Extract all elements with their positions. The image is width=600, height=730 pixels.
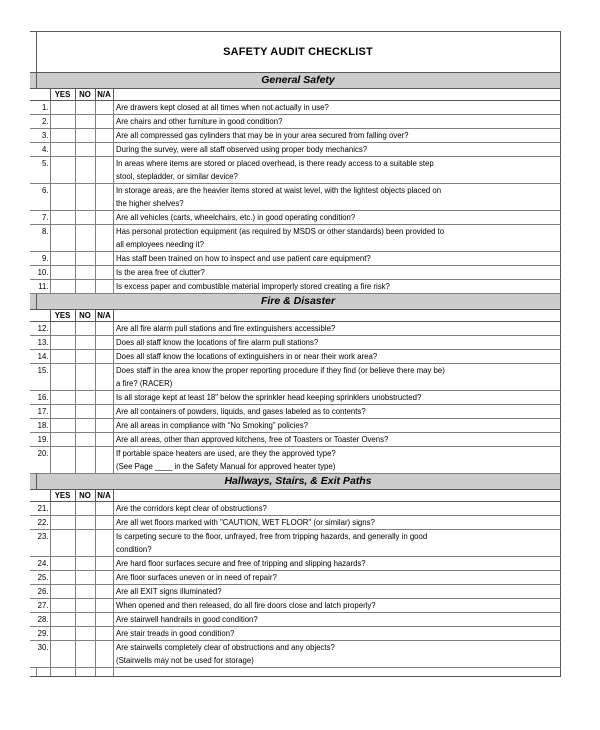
checkbox-cell-yes[interactable] <box>50 599 75 613</box>
checkbox-cell-na[interactable] <box>95 599 113 613</box>
column-header-no: NO <box>75 490 95 502</box>
item-question-line: If portable space heaters are used, are they the approved type? <box>116 449 336 458</box>
checkbox-cell-na[interactable] <box>95 613 113 627</box>
column-header-no: NO <box>75 89 95 101</box>
item-number-header <box>36 310 50 322</box>
checkbox-cell-yes[interactable] <box>50 322 75 336</box>
checkbox-cell-na[interactable] <box>95 405 113 419</box>
item-number: 22. <box>36 516 50 530</box>
checkbox-cell-yes[interactable] <box>50 143 75 157</box>
column-header-yes: YES <box>50 89 75 101</box>
checkbox-cell-yes[interactable] <box>50 405 75 419</box>
checkbox-cell-no[interactable] <box>75 405 95 419</box>
section-header-row <box>30 474 560 490</box>
item-number: 5. <box>36 157 50 184</box>
checkbox-cell-no[interactable] <box>75 571 95 585</box>
checkbox-cell-yes[interactable] <box>50 266 75 280</box>
checkbox-cell-na[interactable] <box>95 184 113 211</box>
checkbox-cell-no[interactable] <box>75 129 95 143</box>
table-row <box>30 252 560 266</box>
checkbox-cell-na[interactable] <box>95 350 113 364</box>
item-question <box>113 211 560 225</box>
item-question-line: Are all vehicles (carts, wheelchairs, etc.) in good operating condition? <box>116 213 356 222</box>
table-row <box>30 350 560 364</box>
checkbox-cell-yes[interactable] <box>50 184 75 211</box>
checkbox-cell-yes[interactable] <box>50 280 75 294</box>
section-header-row <box>30 294 560 310</box>
checkbox-cell-yes[interactable] <box>50 530 75 557</box>
checkbox-cell-na[interactable] <box>95 502 113 516</box>
item-number: 20. <box>36 447 50 474</box>
table-row <box>30 502 560 516</box>
item-question <box>113 336 560 350</box>
item-question <box>113 129 560 143</box>
table-row <box>30 557 560 571</box>
checkbox-cell-yes[interactable] <box>50 115 75 129</box>
item-question-line: Are all containers of powders, liquids, and gases labeled as to contents? <box>116 407 366 416</box>
item-number: 6. <box>36 184 50 211</box>
item-number-header <box>36 490 50 502</box>
checkbox-cell-na[interactable] <box>95 530 113 557</box>
checkbox-cell-no[interactable] <box>75 599 95 613</box>
checkbox-cell-yes[interactable] <box>50 129 75 143</box>
checkbox-cell-no[interactable] <box>75 447 95 474</box>
item-number: 13. <box>36 336 50 350</box>
item-question <box>113 280 560 294</box>
item-question-line: Are stairwells completely clear of obstructions and any objects? <box>116 643 335 652</box>
column-header-na: N/A <box>95 490 113 502</box>
checkbox-cell-yes[interactable] <box>50 350 75 364</box>
item-question-line: stool, stepladder, or similar device? <box>116 172 238 181</box>
checkbox-cell-yes[interactable] <box>50 627 75 641</box>
item-question-line: Are all EXIT signs illuminated? <box>116 587 222 596</box>
checkbox-cell-no[interactable] <box>75 613 95 627</box>
checkbox-cell-no[interactable] <box>75 641 95 668</box>
table-row <box>30 391 560 405</box>
checkbox-cell-yes[interactable] <box>50 433 75 447</box>
item-question <box>113 350 560 364</box>
item-question-line: Are hard floor surfaces secure and free of tripping and slipping hazards? <box>116 559 366 568</box>
item-number: 1. <box>36 101 50 115</box>
checkbox-cell-no[interactable] <box>75 336 95 350</box>
item-number: 29. <box>36 627 50 641</box>
checkbox-cell-yes[interactable] <box>50 225 75 252</box>
checkbox-cell-yes[interactable] <box>50 641 75 668</box>
table-row <box>30 585 560 599</box>
item-question <box>113 557 560 571</box>
item-question-line: Are the corridors kept clear of obstructions? <box>116 504 267 513</box>
checkbox-cell-no[interactable] <box>75 350 95 364</box>
column-header-yes: YES <box>50 310 75 322</box>
table-row <box>30 115 560 129</box>
checkbox-cell-no[interactable] <box>75 115 95 129</box>
table-row <box>30 419 560 433</box>
item-question-line: Are stairwell handrails in good condition? <box>116 615 258 624</box>
item-number: 15. <box>36 364 50 391</box>
item-number: 11. <box>36 280 50 294</box>
item-number: 2. <box>36 115 50 129</box>
item-question <box>113 585 560 599</box>
item-question <box>113 115 560 129</box>
tail-number-cell <box>36 668 50 677</box>
checkbox-cell-no[interactable] <box>75 252 95 266</box>
item-question <box>113 613 560 627</box>
item-question-line: Are all fire alarm pull stations and fire extinguishers accessible? <box>116 324 336 333</box>
checkbox-cell-no[interactable] <box>75 211 95 225</box>
section-heading: General Safety <box>36 73 560 89</box>
checkbox-cell-no[interactable] <box>75 157 95 184</box>
checkbox-cell-no[interactable] <box>75 585 95 599</box>
item-question-line: Has personal protection equipment (as required by MSDS or other standards) been provided to <box>116 227 445 236</box>
item-question <box>113 184 560 211</box>
table-row <box>30 266 560 280</box>
item-question <box>113 391 560 405</box>
checkbox-cell-yes[interactable] <box>50 571 75 585</box>
item-question <box>113 447 560 474</box>
checkbox-cell-no[interactable] <box>75 433 95 447</box>
table-row <box>30 101 560 115</box>
checkbox-cell-yes[interactable] <box>50 364 75 391</box>
checkbox-cell-no[interactable] <box>75 225 95 252</box>
checkbox-cell-no[interactable] <box>75 184 95 211</box>
checkbox-cell-na[interactable] <box>95 571 113 585</box>
tail-question-cell <box>113 668 560 677</box>
item-number: 19. <box>36 433 50 447</box>
checkbox-cell-no[interactable] <box>75 143 95 157</box>
item-question-line: In areas where items are stored or placed overhead, is there ready access to a suitable step <box>116 159 434 168</box>
yes-no-na-header-row <box>30 89 560 101</box>
checkbox-cell-na[interactable] <box>95 143 113 157</box>
checkbox-cell-na[interactable] <box>95 280 113 294</box>
item-question <box>113 101 560 115</box>
item-question <box>113 502 560 516</box>
yes-no-na-header-row <box>30 310 560 322</box>
checkbox-cell-na[interactable] <box>95 433 113 447</box>
checkbox-cell-yes[interactable] <box>50 157 75 184</box>
table-row <box>30 433 560 447</box>
item-question-line: Has staff been trained on how to inspect and use patient care equipment? <box>116 254 371 263</box>
item-number: 4. <box>36 143 50 157</box>
checkbox-cell-yes[interactable] <box>50 391 75 405</box>
table-row <box>30 447 560 474</box>
table-row <box>30 280 560 294</box>
item-question <box>113 405 560 419</box>
item-question <box>113 641 560 668</box>
item-number: 14. <box>36 350 50 364</box>
item-number: 23. <box>36 530 50 557</box>
safety-audit-checklist-sheet <box>30 31 560 677</box>
table-row <box>30 322 560 336</box>
checkbox-cell-na[interactable] <box>95 641 113 668</box>
checkbox-cell-na[interactable] <box>95 129 113 143</box>
item-question-line: Does all staff know the locations of fire alarm pull stations? <box>116 338 319 347</box>
checkbox-cell-na[interactable] <box>95 252 113 266</box>
tail-no-cell <box>75 668 95 677</box>
item-question <box>113 364 560 391</box>
table-row <box>30 627 560 641</box>
table-row <box>30 530 560 557</box>
table-row <box>30 641 560 668</box>
item-number: 9. <box>36 252 50 266</box>
item-question-line: (Stairwells may not be used for storage) <box>116 656 254 665</box>
table-row <box>30 405 560 419</box>
checkbox-cell-no[interactable] <box>75 364 95 391</box>
table-row <box>30 143 560 157</box>
checkbox-cell-yes[interactable] <box>50 585 75 599</box>
item-question <box>113 627 560 641</box>
item-question-line: Does all staff know the locations of extinguishers in or near their work area? <box>116 352 378 361</box>
checkbox-cell-na[interactable] <box>95 447 113 474</box>
item-question <box>113 419 560 433</box>
item-question-line: Is all storage kept at least 18" below the sprinkler head keeping sprinklers unobstructed? <box>116 393 422 402</box>
item-question-line: Are stair treads in good condition? <box>116 629 235 638</box>
item-question-line: condition? <box>116 545 152 554</box>
section-heading: Fire & Disaster <box>36 294 560 310</box>
item-question-line: all employees needing it? <box>116 240 204 249</box>
item-question-line: Does staff in the area know the proper reporting procedure if they find (or believe there may be) <box>116 366 445 375</box>
item-question-line: Are all wet floors marked with "CAUTION, WET FLOOR" (or similar) signs? <box>116 518 375 527</box>
checkbox-cell-na[interactable] <box>95 322 113 336</box>
table-row <box>30 184 560 211</box>
checkbox-cell-no[interactable] <box>75 530 95 557</box>
item-number: 25. <box>36 571 50 585</box>
item-number: 21. <box>36 502 50 516</box>
item-number: 12. <box>36 322 50 336</box>
item-number: 27. <box>36 599 50 613</box>
column-header-yes: YES <box>50 490 75 502</box>
item-question-line: When opened and then released, do all fire doors close and latch properly? <box>116 601 376 610</box>
item-number: 7. <box>36 211 50 225</box>
item-number: 10. <box>36 266 50 280</box>
item-number: 30. <box>36 641 50 668</box>
checkbox-cell-yes[interactable] <box>50 419 75 433</box>
item-number: 28. <box>36 613 50 627</box>
column-header-na: N/A <box>95 89 113 101</box>
item-number: 3. <box>36 129 50 143</box>
checklist-table <box>30 31 561 677</box>
checkbox-cell-na[interactable] <box>95 419 113 433</box>
checkbox-cell-na[interactable] <box>95 516 113 530</box>
item-number: 18. <box>36 419 50 433</box>
tail-na-cell <box>95 668 113 677</box>
item-number: 24. <box>36 557 50 571</box>
table-row <box>30 225 560 252</box>
checkbox-cell-na[interactable] <box>95 391 113 405</box>
checkbox-cell-na[interactable] <box>95 115 113 129</box>
item-question <box>113 571 560 585</box>
item-question-line: In storage areas, are the heavier items stored at waist level, with the lightest objects placed on <box>116 186 442 195</box>
column-header-no: NO <box>75 310 95 322</box>
item-question <box>113 143 560 157</box>
item-question <box>113 433 560 447</box>
item-question-line: the higher shelves? <box>116 199 184 208</box>
checkbox-cell-na[interactable] <box>95 225 113 252</box>
tail-yes-cell <box>50 668 75 677</box>
item-question <box>113 516 560 530</box>
checkbox-cell-yes[interactable] <box>50 101 75 115</box>
question-column-header <box>113 310 560 322</box>
table-row <box>30 364 560 391</box>
item-question-line: Are all compressed gas cylinders that may be in your area secured from falling over? <box>116 131 409 140</box>
checkbox-cell-no[interactable] <box>75 322 95 336</box>
item-question <box>113 225 560 252</box>
table-bottom-edge <box>30 668 560 677</box>
checkbox-cell-yes[interactable] <box>50 502 75 516</box>
item-question-line: During the survey, were all staff observed using proper body mechanics? <box>116 145 368 154</box>
table-row <box>30 336 560 350</box>
table-row <box>30 211 560 225</box>
column-header-na: N/A <box>95 310 113 322</box>
checkbox-cell-no[interactable] <box>75 280 95 294</box>
item-question-line: a fire? (RACER) <box>116 379 173 388</box>
item-question-line: Are floor surfaces uneven or in need of repair? <box>116 573 277 582</box>
checkbox-cell-na[interactable] <box>95 266 113 280</box>
section-heading: Hallways, Stairs, & Exit Paths <box>36 474 560 490</box>
checkbox-cell-yes[interactable] <box>50 211 75 225</box>
table-row <box>30 516 560 530</box>
item-question <box>113 157 560 184</box>
table-row <box>30 599 560 613</box>
checkbox-cell-yes[interactable] <box>50 557 75 571</box>
checkbox-cell-no[interactable] <box>75 266 95 280</box>
checkbox-cell-na[interactable] <box>95 557 113 571</box>
checkbox-cell-na[interactable] <box>95 101 113 115</box>
item-question-line: Are drawers kept closed at all times when not actually in use? <box>116 103 329 112</box>
table-row <box>30 571 560 585</box>
checkbox-cell-na[interactable] <box>95 157 113 184</box>
item-number: 17. <box>36 405 50 419</box>
checkbox-cell-yes[interactable] <box>50 516 75 530</box>
checkbox-cell-na[interactable] <box>95 336 113 350</box>
item-number-header <box>36 89 50 101</box>
item-question-line: Are chairs and other furniture in good condition? <box>116 117 283 126</box>
page-title: SAFETY AUDIT CHECKLIST <box>36 32 560 73</box>
item-question-line: Are all areas in compliance with “No Smoking” policies? <box>116 421 308 430</box>
checkbox-cell-no[interactable] <box>75 419 95 433</box>
checkbox-cell-yes[interactable] <box>50 336 75 350</box>
item-question-line: Is excess paper and combustible material improperly stored creating a fire risk? <box>116 282 390 291</box>
item-question <box>113 530 560 557</box>
yes-no-na-header-row <box>30 490 560 502</box>
checkbox-cell-yes[interactable] <box>50 613 75 627</box>
item-question <box>113 252 560 266</box>
item-question-line: Is carpeting secure to the floor, unfrayed, free from tripping hazards, and generally in good <box>116 532 428 541</box>
item-question-line: (See Page ____ in the Safety Manual for approved heater type) <box>116 462 336 471</box>
checkbox-cell-na[interactable] <box>95 585 113 599</box>
item-question-line: Are all areas, other than approved kitchens, free of Toasters or Toaster Ovens? <box>116 435 389 444</box>
checkbox-cell-na[interactable] <box>95 211 113 225</box>
checkbox-cell-no[interactable] <box>75 391 95 405</box>
checkbox-cell-no[interactable] <box>75 101 95 115</box>
table-row <box>30 157 560 184</box>
title-row <box>30 32 560 73</box>
checkbox-cell-yes[interactable] <box>50 252 75 266</box>
item-question-line: Is the area free of clutter? <box>116 268 205 277</box>
item-number: 8. <box>36 225 50 252</box>
item-question <box>113 322 560 336</box>
item-question <box>113 599 560 613</box>
checkbox-cell-na[interactable] <box>95 364 113 391</box>
section-header-row <box>30 73 560 89</box>
checkbox-cell-no[interactable] <box>75 557 95 571</box>
checkbox-cell-no[interactable] <box>75 502 95 516</box>
question-column-header <box>113 89 560 101</box>
item-question <box>113 266 560 280</box>
question-column-header <box>113 490 560 502</box>
table-row <box>30 613 560 627</box>
item-number: 16. <box>36 391 50 405</box>
checkbox-cell-no[interactable] <box>75 516 95 530</box>
checkbox-cell-no[interactable] <box>75 627 95 641</box>
checkbox-cell-yes[interactable] <box>50 447 75 474</box>
table-row <box>30 129 560 143</box>
item-number: 26. <box>36 585 50 599</box>
checkbox-cell-na[interactable] <box>95 627 113 641</box>
